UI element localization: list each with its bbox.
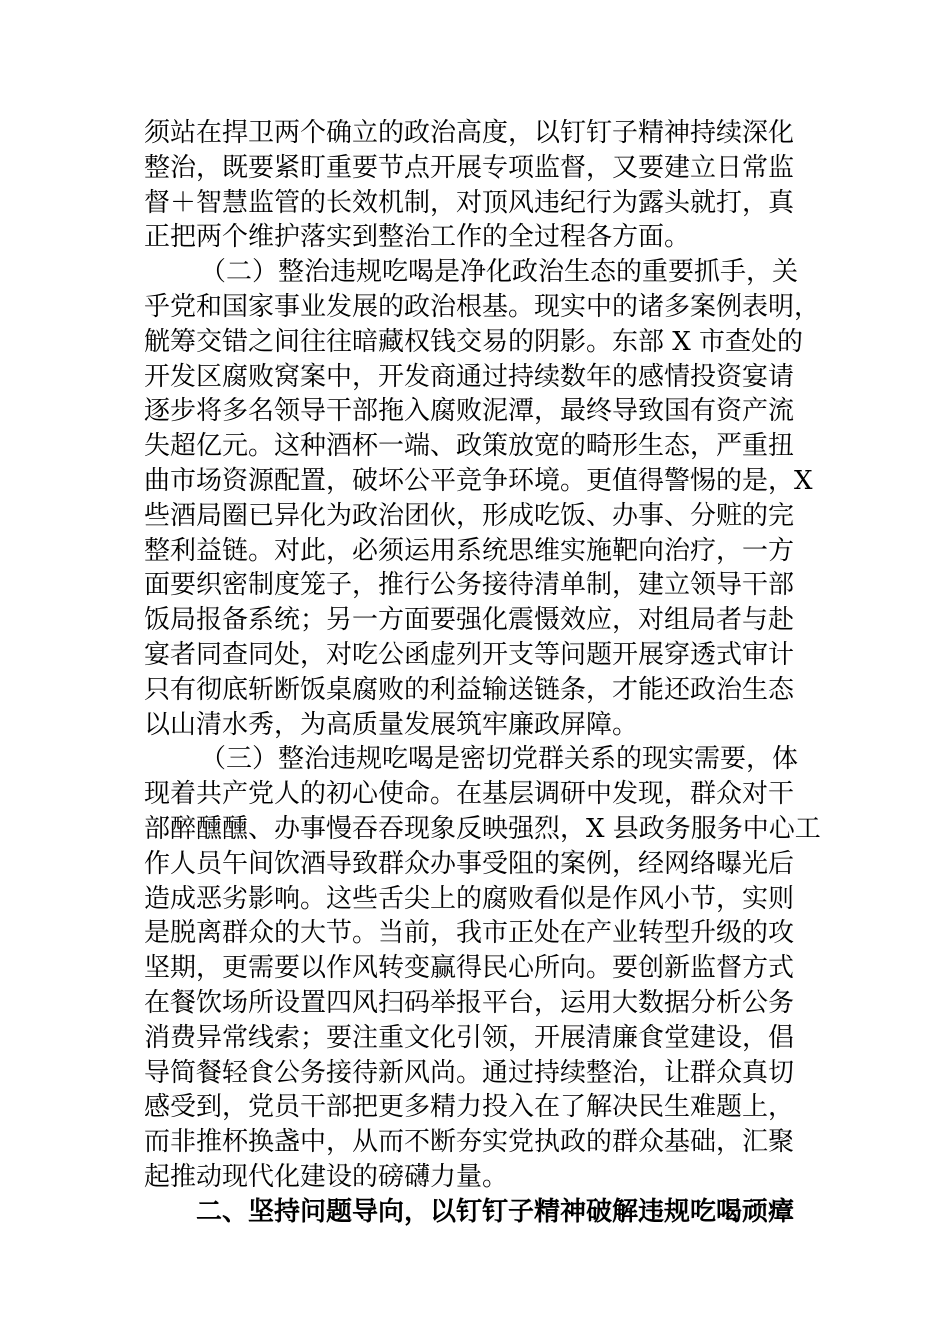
text-line: 只有彻底斩断饭桌腐败的利益输送链条，才能还政治生态 — [144, 674, 795, 705]
text-line: 部醉醺醺、办事慢吞吞现象反映强烈，X 县政务服务中心工 — [144, 813, 821, 844]
paragraph-continued — [144, 116, 816, 255]
text-line: 在餐饮场所设置四风扫码举报平台，运用大数据分析公务 — [144, 987, 795, 1018]
text-line: 面要织密制度笼子，推行公务接待清单制，建立领导干部 — [144, 570, 795, 601]
text-line: 作人员午间饮酒导致群众办事受阻的案例，经网络曝光后 — [144, 848, 795, 879]
text-line: 逐步将多名领导干部拖入腐败泥潭，最终导致国有资产流 — [144, 396, 795, 427]
paragraph-three — [144, 742, 821, 1194]
text-line: （二）整治违规吃喝是净化政治生态的重要抓手，关 — [200, 257, 799, 288]
text-line: 现着共产党人的初心使命。在基层调研中发现，群众对干 — [144, 779, 795, 810]
text-line: 开发区腐败窝案中，开发商通过持续数年的感情投资宴请 — [144, 361, 795, 392]
text-line: 消费异常线索；要注重文化引领，开展清廉食堂建设，倡 — [144, 1022, 795, 1053]
text-line: 导简餐轻食公务接待新风尚。通过持续整治，让群众真切 — [144, 1057, 795, 1088]
text-line: 饭局报备系统；另一方面要强化震慑效应，对组局者与赴 — [144, 605, 795, 636]
document-page — [144, 116, 821, 1230]
text-line: 坚期，更需要以作风转变赢得民心所向。要创新监督方式 — [144, 953, 795, 984]
text-line: 须站在捍卫两个确立的政治高度，以钉钉子精神持续深化 — [144, 118, 795, 148]
text-line: 失超亿元。这种酒杯一端、政策放宽的畸形生态，严重扭 — [144, 431, 795, 462]
text-line: 乎党和国家事业发展的政治根基。现实中的诸多案例表明， — [144, 291, 821, 322]
section-heading: 二、坚持问题导向，以钉钉子精神破解违规吃喝顽瘴 — [196, 1196, 795, 1227]
text-line: 感受到，党员干部把更多精力投入在了解决民生难题上， — [144, 1092, 795, 1123]
paragraph-two — [144, 255, 821, 742]
text-line: 觥筹交错之间往往暗藏权钱交易的阴影。东部 X 市查处的 — [144, 326, 804, 357]
text-line: 宴者同查同处，对吃公函虚列开支等问题开展穿透式审计 — [144, 639, 795, 670]
text-line: 以山清水秀，为高质量发展筑牢廉政屏障。 — [144, 709, 639, 740]
text-line: 造成恶劣影响。这些舌尖上的腐败看似是作风小节，实则 — [144, 883, 795, 914]
text-line: 曲市场资源配置，破坏公平竞争环境。更值得警惕的是，X — [144, 465, 813, 496]
text-line: 整利益链。对此，必须运用系统思维实施靶向治疗，一方 — [144, 535, 795, 566]
text-line: 正把两个维护落实到整治工作的全过程各方面。 — [144, 222, 691, 253]
text-line: 些酒局圈已异化为政治团伙，形成吃饭、办事、分赃的完 — [144, 500, 795, 531]
text-line: 而非推杯换盏中，从而不断夯实党执政的群众基础，汇聚 — [144, 1127, 795, 1158]
text-line: 整治，既要紧盯重要节点开展专项监督，又要建立日常监 — [144, 152, 795, 183]
text-line: 是脱离群众的大节。当前，我市正处在产业转型升级的攻 — [144, 918, 795, 949]
text-line: 起推动现代化建设的磅礴力量。 — [144, 1161, 509, 1192]
text-line: 督＋智慧监管的长效机制，对顶风违纪行为露头就打，真 — [144, 187, 795, 218]
text-line: （三）整治违规吃喝是密切党群关系的现实需要，体 — [200, 744, 799, 775]
